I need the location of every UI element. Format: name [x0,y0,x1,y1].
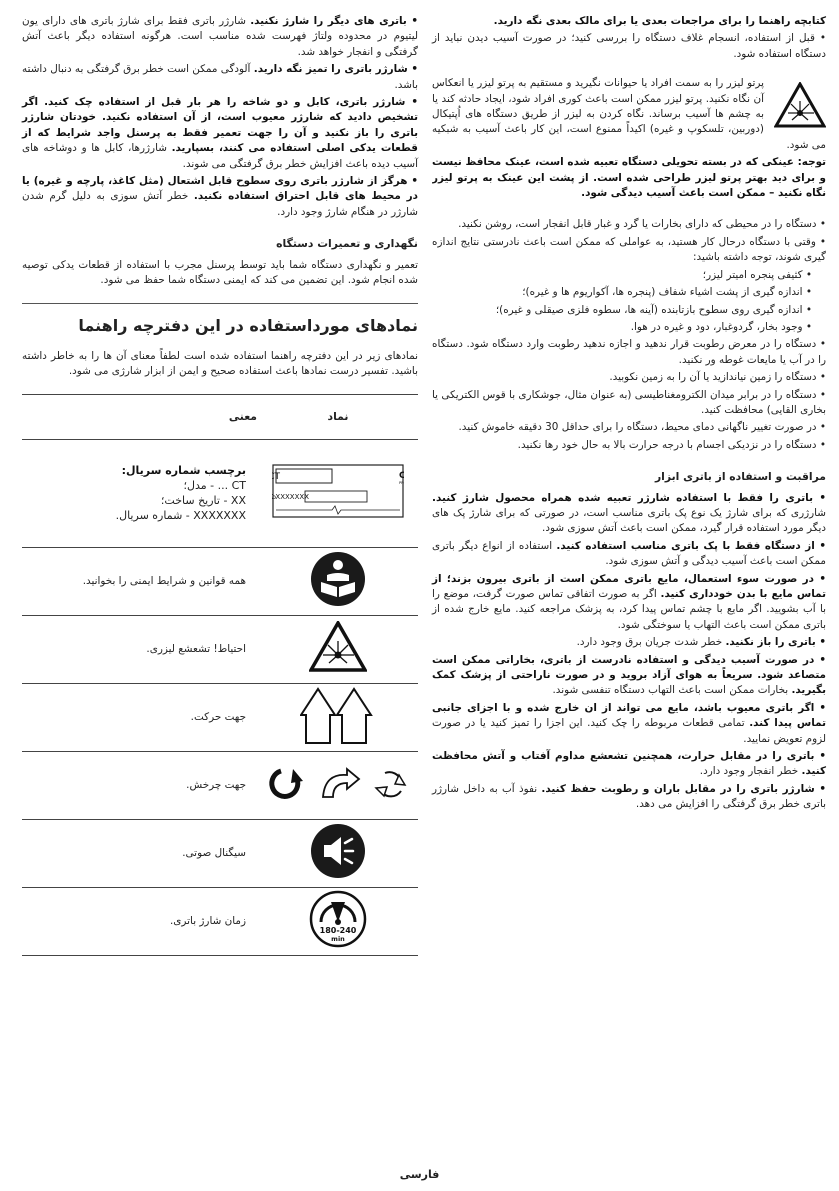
laser-radiation-icon [309,621,367,673]
serial-label-title: برچسب شماره سریال: [121,464,246,478]
table-row [22,615,418,683]
care-item-7: • باتری را در مقابل حرارت، همچنین تشعشع مداوم آفتاب و آتش محافظت کنید. خطر انفجار وجود دارد. [432,750,826,778]
movement-direction-icon [300,685,376,745]
sound-signal-icon [310,823,366,879]
header-symbol: نماد [258,394,418,439]
care-item-4: • باتری را باز نکنید. خطر شدت جریان برق وجود دارد. [576,636,826,649]
charger-item-1: • باتری های دیگر را شارژ نکنید. شارژر باتری فقط برای شارژ باتری های دارای یون لیتیوم در محدوده ولتاژ فهرست شده مناسب است. هرگونه استفاده دیگر باعث آتش گرفتگی و انفجار خواهد شد. [22,15,418,58]
left-column [22,14,418,956]
page-footer-language: فارسی [399,1168,440,1181]
charge-time-value: 180-240 [319,925,357,935]
care-item-6: • اگر باتری معیوب باشد، مایع می تواند از ان خارج شده و با اجزای جانبی تماس پیدا کند. تمامی قطعات مربوطه را چک کنید. این اجزا را تمیز کنید یا در صورت لزوم تعویض نمایید. [432,701,826,745]
env-sub-2: • اندازه گیری از پشت اشیاء شفاف (پنجره ها، آکواریوم ها و غیره)؛ [522,286,812,299]
env-sub-4: • وجود بخار، گردوغبار، دود و غیره در هوا. [630,320,812,333]
symbols-table [22,394,418,956]
meaning-read: همه قوانین و شرایط ایمنی را بخوانید. [22,547,258,615]
rotation-direction-icon [263,763,413,803]
label-brand: C [399,470,404,481]
serial-model: CT ... - مدل؛ [183,479,246,493]
env-sub-list [432,268,826,336]
meaning-laser: احتیاط! تشعشع لیزری. [22,615,258,683]
env-item-6: • در صورت تغییر ناگهانی دمای محیط، دستگاه را برای حداقل 30 دقیقه خاموش کنید. [458,421,826,434]
section-divider [22,303,418,304]
laser-warning-icon [774,82,826,128]
meaning-rotate: جهت چرخش. [22,752,258,820]
serial-number: XXXXXXX - شماره سریال. [115,509,246,523]
care-item-3: • در صورت سوء استعمال، مایع باتری ممکن است از باتری بیرون بزند؛ از تماس مایع با بدن خودداری کنید. اگر به صورت اتفاقی تماس صورت گرفت، موضع را با آب بشویید. اگر مایع با چشم تماس پیدا کرد، به پزشک مراجعه کنید. مایع خارج شده از باتری ممکن است باعث التهاب یا سوختگی شود. [432,572,826,631]
right-column [432,14,826,815]
care-item-1: • باتری را فقط با استفاده شارژر تعبیه شده همراه محصول شارژ کنید. شارژری که برای شارژ یک نوع پک باتری مناسب است، در صورتی که برای شارژ پک های دیگر مورد استفاده قرار گیرد، ممکن است باعث آتش سوزی شود. [432,491,826,535]
charger-item-4: • هرگز از شارژر باتری روی سطوح قابل اشتعال (مثل کاغذ، پارچه و غیره) یا در محیط های قابل احتراق استفاده نکنید. خطر آتش سوزی به دلیل گرم شدن شارژر در هنگام شارژ وجود دارد. [22,175,418,218]
maintenance-text: تعمیر و نگهداری دستگاه شما باید توسط پرسنل مجرب با استفاده از قطعات یدکی توصیه شده انجام شود. این تضمین می کند که ایمنی دستگاه شما حفظ می شود. [22,258,418,287]
read-manual-icon [310,551,366,607]
care-item-8: • شارژر باتری را در مقابل باران و رطوبت حفظ کنید. نفوذ آب به داخل شارژر باتری خطر برق گرفتگی را افزایش می دهد. [432,782,826,811]
intro-title: کتابچه راهنما را برای مراجعات بعدی یا برای مالک بعدی نگه دارید. [493,15,826,27]
env-sub-1: • کثیفی پنجره امیتر لیزر؛ [702,268,812,281]
label-ct: T [274,471,280,482]
table-row [22,888,418,956]
table-row [22,547,418,615]
meaning-move: جهت حرکت. [22,683,258,751]
care-item-5: • در صورت آسیب دیدگی و استفاده نادرست از باتری، بخاراتی ممکن است متصاعد شود. سریعاً به هوای آزاد بروید و در صورت ناراحتی از پزشک کمک بگیرید. بخارات ممکن است باعث التهاب دستگاه تنفسی شوند. [432,653,826,697]
serial-description [23,463,246,523]
intro-text: • قبل از استفاده، انسجام غلاف دستگاه را بررسی کنید؛ در صورت آسیب دیدن نباید از دستگاه استفاده شود. [432,32,826,60]
care-item-2: • از دستگاه فقط با پک باتری مناسب استفاده کنید. استفاده از انواع دیگر باتری ممکن است باعث آسیب دیدگی و آتش سوزی شود. [432,539,826,568]
env-item-3: • دستگاه را در معرض رطوبت قرار ندهید و اجازه ندهید رطوبت وارد دستگاه شود. دستگاه را در آب یا مایعات غوطه ور نکنید. [432,338,826,366]
table-row [22,683,418,751]
header-meaning: معنی [22,394,258,439]
charger-item-3: • شارژر باتری، کابل و دو شاخه را هر بار قبل از استفاده چک کنید. اگر تشخیص دادید که شارژر معیوب است، از آن استفاده نکنید. خودتان شارژر باتری را باز نکنید و آن را جهت تعمیر فقط به پرسنل واجد شرایط که از قطعات یدکی اصلی استفاده می کنند، بسپارید. شارژرها، کابل ها و دوشاخه های آسیب دیده باعث افزایش خطر برق گرفتگی می شوند. [22,96,418,170]
maintenance-title: نگهداری و تعمیرات دستگاه [276,237,418,251]
env-item-5: • دستگاه را در برابر میدان الکترومغناطیسی (به عنوان مثال، جوشکاری با قوس الکتریکی یا بخاری القایی) محافظت کنید. [432,388,826,416]
symbols-text: نمادهای زیر در این دفترچه راهنما استفاده شده است لطفاً معنای آن ها را به خاطر داشته باشید. تفسیر درست نمادها باعث استفاده صحیح و ایمن از ابزار شارژی می شود. [22,349,418,378]
charger-item-2: • شارژر باتری را تمیز نگه دارید. آلودگی ممکن است خطر برق گرفتگی به دنبال داشته باشد. [22,63,418,91]
table-row [22,752,418,820]
serial-label-icon [272,464,404,518]
table-header [22,394,418,439]
env-item-7: • دستگاه را در نزدیکی اجسام با درجه حرارت بالا به حال خود رها نکنید. [517,438,826,451]
meaning-sound: سیگنال صوتی. [22,820,258,888]
charging-time-icon [309,890,367,948]
battery-care-title: مراقبت و استفاده از باتری ابزار [654,470,826,484]
laser-text: پرتو لیزر را به سمت افراد یا حیوانات نگیرید و مستقیم به پرتو لیزر یا انعکاس آن نگاه نکنید. پرتو لیزر ممکن است باعث کوری افراد شود، ایجاد حادثه کند یا به چشم ها آسیب برساند. نگاه کردن به لیزر از طریق دستگاه های اُپتیکال (دوربین، تلسکوپ و غیره) اکیداً ممنوع است، این کار باعث آسیب به شبکیه می شود. [432,77,826,151]
laser-warning [432,76,826,203]
env-item-2: • وقتی با دستگاه درحال کار هستید، به عواملی که ممکن است باعث نادرستی نتایج اندازه گیری شوند، توجه داشته باشید: [432,235,826,264]
serial-date: XX - تاریخ ساخت؛ [160,494,246,508]
table-row [22,820,418,888]
charge-time-unit: min [331,934,345,943]
label-serno: o [272,492,276,501]
symbols-title: نمادهای مورداستفاده در این دفترچه راهنما [78,315,418,335]
table-row [22,439,418,547]
env-item-1: • دستگاه را در محیطی که دارای بخارات یا گرد و غبار قابل انفجار است، روشن نکنید. [458,218,826,231]
label-brand-sub: PR [399,480,404,485]
env-item-4: • دستگاه را زمین نیاندازید یا آن را به زمین نکوبید. [609,371,826,384]
laser-note: توجه: عینکی که در بسته تحویلی دستگاه تعبیه شده است، عینک محافظ نیست و برای دید بهتر پرتو لیزر طراحی شده است. از پشت این عینک به پرتو لیزر نگاه نکنید – ممکن است باعث آسیب دیدگی شود. [432,156,826,200]
env-sub-3: • اندازه گیری روی سطوح بازتابنده (آینه ها، سطوه فلزی صیقلی و غیره)؛ [495,303,812,316]
label-serval: XXXXXXX [275,492,309,501]
meaning-charge: زمان شارژ باتری. [22,888,258,956]
